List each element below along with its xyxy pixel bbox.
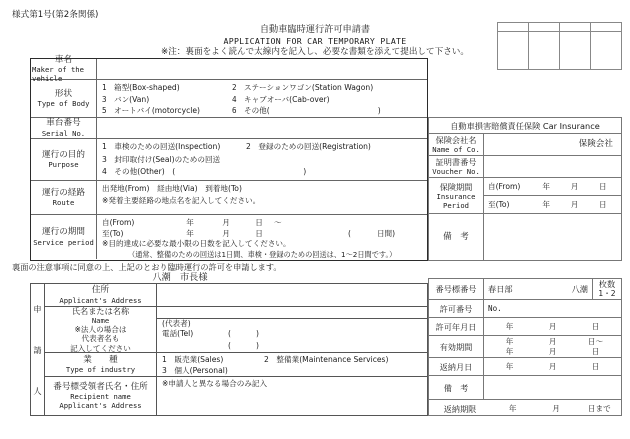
applicant-table [30, 283, 428, 416]
label-body-type [31, 80, 97, 117]
official-stamp-grid [497, 22, 622, 70]
insurance-period-from[interactable] [484, 178, 621, 196]
route-line-1: 出発地(From) 経由地(Via) 到着地(To) [102, 184, 242, 193]
label-applicant-address [45, 284, 157, 306]
label-insurance-period-en2: Period [443, 200, 469, 210]
label-insurance-remarks [429, 214, 484, 260]
telephone-paren-open: ( [228, 329, 231, 338]
row-permit-remarks [429, 376, 621, 400]
form-title-japanese: 自動車臨時運行許可申請書 [259, 24, 371, 35]
label-service-period-en: Service period [33, 237, 94, 247]
label-maker-en: Maker of the vehicle [32, 65, 84, 84]
period-from-month[interactable]: 月 [222, 218, 230, 227]
valid-to-month: 月 [548, 346, 557, 356]
label-voucher-no [429, 156, 484, 177]
stamp-column [560, 23, 591, 69]
field-serial-no-value[interactable] [97, 118, 427, 138]
label-service-period-jp: 運行の期間 [42, 227, 85, 238]
row-insurance-company [429, 134, 621, 156]
label-applicant-name-note2: 代表者名も [81, 334, 120, 344]
label-body-type-jp: 形状 [54, 88, 73, 99]
row-applicant-address [45, 284, 427, 307]
label-insurance-company-en: Name of Co. [432, 145, 480, 154]
valid-from-year: 年 [505, 336, 514, 346]
row-serial-no [31, 118, 427, 139]
row-service-period [31, 215, 427, 259]
label-serial-no [31, 118, 97, 138]
return-date-year: 年 [505, 361, 514, 371]
industry-option-line [162, 366, 422, 376]
body-type-option-line [102, 95, 422, 105]
stamp-body-cell [591, 32, 621, 69]
row-route [31, 181, 427, 215]
field-permit-remarks-value[interactable] [484, 376, 621, 399]
label-industry-type-jp: 業 種 [83, 354, 118, 365]
option-number: 1 [102, 83, 107, 92]
recipient-note: ※申請人と異なる場合のみ記入 [162, 379, 268, 388]
route-note: ※発着主要経路の地点名を記入してください。 [102, 195, 261, 205]
days-paren-open: ( [348, 228, 351, 238]
label-purpose [31, 139, 97, 180]
form-title-english: APPLICATION FOR CAR TEMPORARY PLATE [223, 36, 407, 46]
deadline-day[interactable]: 日まで [587, 403, 611, 413]
label-body-type-en: Type of Body [37, 99, 90, 109]
label-permit-remarks: 備 考 [429, 376, 484, 399]
row-plate-number [429, 279, 621, 300]
option-label[interactable]: キャブオーバ(Cab-over) [244, 94, 330, 104]
label-voucher-no-en: Voucher No. [432, 167, 480, 176]
stamp-header-cell [529, 23, 559, 32]
period-to-month[interactable]: 月 [222, 228, 230, 238]
purpose-option-line [102, 155, 422, 165]
period-to-label: 至(To) [102, 228, 124, 238]
row-valid-period [429, 336, 621, 358]
stamp-body-cell [560, 32, 590, 69]
row-permit-number [429, 300, 621, 318]
option-label[interactable]: バン(Van) [114, 94, 150, 104]
label-industry-type [45, 353, 157, 376]
field-voucher-no-value[interactable] [484, 156, 621, 177]
telephone-paren-close: ) [256, 329, 259, 338]
period-tilde: ～ [274, 218, 282, 227]
label-serial-no-jp: 車台番号 [46, 118, 81, 129]
option-number: 5 [102, 106, 107, 115]
row-body-type [31, 80, 427, 118]
permit-date-day: 日 [591, 321, 600, 331]
submission-notice: ※注：裏面をよく読んで太線内を記入し、必要な書類を添えて提出して下さい。 [161, 47, 469, 57]
label-applicant-name [45, 307, 157, 352]
period-note-1: ※目的達成に必要な最小限の日数を記入してください。 [102, 239, 291, 248]
row-insurance-period [429, 178, 621, 214]
period-to-day[interactable]: 日 [255, 228, 263, 238]
mayor-addressee: 八潮 市長様 [152, 272, 208, 283]
field-permit-number-value[interactable]: No. [488, 303, 502, 313]
purpose-option-line [102, 167, 422, 177]
purpose-option-4-close: ) [303, 167, 307, 176]
label-insurance-company-jp: 保険会社名 [435, 135, 477, 145]
stamp-body-cell [529, 32, 559, 69]
purpose-option-3[interactable]: 3 封印取付け(Seal)のための回送 [102, 154, 221, 164]
option-label[interactable]: 箱型(Box-shaped) [114, 83, 180, 92]
purpose-option-line [102, 142, 422, 152]
field-valid-period[interactable] [484, 336, 621, 357]
purpose-option-2[interactable]: 2 登録のための回送(Registration) [246, 142, 371, 151]
row-recipient [45, 377, 427, 415]
field-recipient-value[interactable] [157, 377, 427, 415]
option-number: 6 [232, 106, 237, 115]
row-voucher-no [429, 156, 621, 178]
label-serial-no-en: Serial No. [41, 128, 86, 138]
insurance-period-to[interactable] [484, 196, 621, 213]
option-label[interactable]: その他( [244, 106, 270, 115]
return-date-day: 日 [591, 361, 600, 371]
telephone-paren-open-2: ( [228, 341, 231, 350]
label-applicant-address-en: Applicant's Address [59, 295, 142, 305]
permit-issuance-table [428, 278, 622, 416]
option-label[interactable]: オートバイ(motorcycle) [114, 106, 200, 115]
label-return-date: 返納月日 [429, 358, 484, 375]
field-body-type-options [97, 80, 427, 117]
label-applicant-name-note3: 記入してください [70, 343, 131, 353]
insurance-from-label: 自(From) [488, 181, 521, 191]
label-permit-number: 許可番号 [429, 300, 484, 317]
label-insurance-company [429, 134, 484, 155]
valid-from-day: 日～ [587, 336, 604, 346]
stamp-header-cell [591, 23, 621, 32]
permit-date-year: 年 [505, 321, 514, 331]
period-to-year[interactable]: 年 [186, 228, 194, 238]
row-maker [31, 54, 427, 84]
permit-date-month: 月 [548, 321, 557, 331]
insurance-to-year: 年 [542, 199, 550, 209]
sheets-label: 枚数 [598, 279, 616, 290]
industry-option-1[interactable]: 1 販売業(Sales) [162, 355, 224, 364]
label-purpose-jp: 運行の目的 [42, 149, 85, 160]
sheets-value: 1・2 [598, 289, 616, 299]
label-permit-date: 許可年月日 [429, 318, 484, 335]
insurance-heading: 自動車損害賠償責任保険 Car Insurance [450, 120, 600, 131]
field-telephone[interactable] [157, 329, 427, 352]
label-route-en: Route [52, 198, 75, 208]
label-insurance-period-jp: 保険期間 [439, 181, 473, 192]
label-insurance-period [429, 178, 484, 213]
form-number: 様式第1号(第2条関係) [12, 10, 99, 20]
days-unit: 日間) [376, 228, 396, 238]
label-recipient [45, 377, 157, 415]
deadline-month[interactable]: 月 [552, 403, 560, 413]
option-paren-close: ) [377, 106, 381, 115]
field-purpose-options [97, 139, 427, 180]
purpose-option-1[interactable]: 1 車検のための回送(Inspection) [102, 142, 221, 151]
field-sheet-count[interactable] [592, 279, 621, 299]
insurance-from-day: 日 [599, 181, 607, 191]
label-applicant-address-jp: 住所 [91, 285, 110, 296]
stamp-header-cell [498, 23, 528, 32]
purpose-option-4[interactable]: 4 その他(Other) ( [102, 167, 176, 176]
stamp-column [529, 23, 560, 69]
telephone-paren-close-2: ) [256, 341, 259, 350]
label-route-jp: 運行の経路 [42, 187, 85, 198]
agreement-statement: 裏面の注意事項に同意の上、上記のとおり臨時運行の許可を申請します。 [12, 262, 282, 272]
label-maker [31, 54, 97, 84]
row-return-date [429, 358, 621, 376]
field-insurance-remarks-value[interactable] [484, 214, 621, 260]
label-insurance-period-en1: Insurance [436, 191, 476, 201]
label-industry-type-en: Type of industry [65, 365, 136, 375]
label-service-period [31, 215, 97, 259]
field-plate-number[interactable] [484, 279, 592, 299]
body-type-option-line [102, 106, 422, 116]
label-recipient-en2: Applicant's Address [59, 401, 142, 411]
valid-from-month: 月 [548, 336, 557, 346]
plate-city-right: 八潮 [571, 284, 588, 294]
period-from-year[interactable]: 年 [186, 218, 194, 227]
vertical-char-2: 請 [33, 344, 42, 355]
label-applicant-name-note1: ※法人の場合は [74, 324, 127, 334]
row-purpose [31, 139, 427, 181]
row-permit-date [429, 318, 621, 336]
vehicle-details-table [30, 54, 428, 261]
label-insurance-remarks-text: 備 考 [443, 231, 469, 242]
insurance-to-month: 月 [570, 199, 579, 209]
stamp-body-cell [498, 32, 528, 69]
stamp-column [498, 23, 529, 69]
period-to-line [102, 229, 422, 239]
body-type-option-line [102, 83, 422, 93]
row-insurance-remarks [429, 214, 621, 260]
return-date-month: 月 [548, 361, 557, 371]
label-return-deadline: 返納期限 [443, 403, 477, 414]
field-insurance-period [484, 178, 621, 213]
field-insurance-company-value[interactable] [484, 134, 621, 155]
label-purpose-en: Purpose [48, 160, 79, 170]
label-voucher-no-jp: 証明書番号 [435, 157, 477, 167]
period-from-line [102, 218, 422, 228]
industry-option-3[interactable]: 3 個人(Personal) [162, 365, 228, 375]
row-return-deadline [429, 400, 621, 417]
stamp-column [591, 23, 621, 69]
row-industry-type [45, 353, 427, 377]
field-service-period [97, 215, 427, 259]
field-applicant-name-group [157, 307, 427, 352]
industry-option-2[interactable]: 2 整備業(Maintenance Services) [264, 355, 389, 364]
period-from-label: 自(From) [102, 218, 135, 227]
period-note-2: （通常、整備のための回送は1日間、車検・登録のための回送は、1～2日間です。） [128, 249, 397, 259]
insurance-from-year: 年 [542, 181, 550, 191]
label-applicant-name-en: Name [91, 315, 110, 325]
car-insurance-table [428, 117, 622, 261]
period-from-day[interactable]: 日 [255, 218, 263, 227]
label-recipient-en1: Recipient name [70, 392, 131, 402]
deadline-year[interactable]: 年 [508, 403, 517, 413]
field-industry-options [157, 353, 427, 376]
field-representative[interactable]: (代表者) [162, 319, 191, 328]
plate-city-left: 春日部 [488, 284, 513, 294]
option-number: 4 [232, 94, 237, 104]
label-route [31, 181, 97, 214]
insurance-company-value: 保険会社 [578, 139, 613, 150]
row-insurance-heading [429, 118, 621, 134]
row-applicant-name [45, 307, 427, 353]
label-plate-number: 番号標番号 [429, 279, 484, 299]
insurance-to-label: 至(To) [488, 199, 510, 209]
field-route[interactable] [97, 181, 427, 214]
label-applicant-name-jp: 氏名または名称 [71, 305, 130, 316]
vertical-char-3: 人 [33, 385, 42, 396]
vertical-char-1: 申 [33, 303, 42, 314]
label-recipient-jp: 番号標受領者氏名・住所 [53, 381, 148, 392]
field-permit-date[interactable] [484, 318, 621, 335]
option-number: 3 [102, 94, 107, 104]
insurance-from-month: 月 [570, 181, 579, 191]
field-applicant-name-value[interactable] [157, 307, 427, 319]
valid-to-year: 年 [505, 346, 514, 356]
option-label[interactable]: ステーションワゴン(Station Wagon) [244, 83, 374, 92]
valid-to-day: 日 [591, 346, 600, 356]
field-return-date[interactable] [484, 358, 621, 375]
field-maker-value[interactable] [97, 59, 427, 79]
insurance-to-day: 日 [599, 199, 607, 209]
label-maker-jp: 車名 [54, 54, 73, 65]
stamp-header-cell [560, 23, 590, 32]
industry-option-line [162, 355, 422, 365]
applicant-vertical-label [31, 284, 45, 415]
telephone-label: 電話(Tel) [162, 329, 194, 338]
label-valid-period: 有効期間 [429, 336, 484, 357]
field-applicant-address-value[interactable] [157, 284, 427, 306]
option-number: 2 [232, 83, 237, 92]
